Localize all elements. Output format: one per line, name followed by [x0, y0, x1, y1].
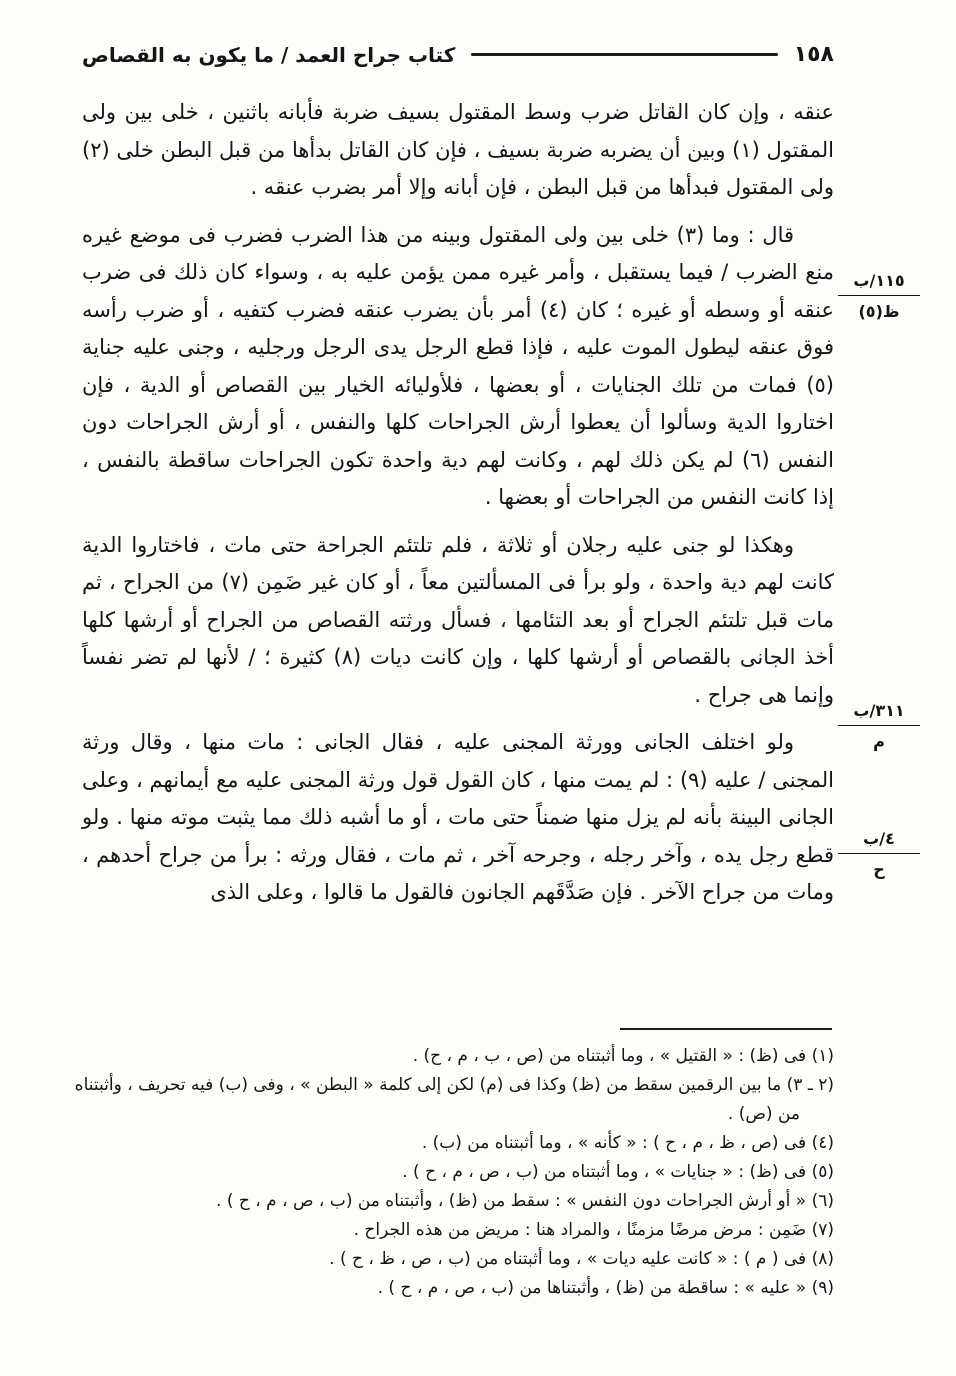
footnote: (٥) فى (ظ) : « جنايات » ، وما أثبتناه من (ب ، ص ، م ، ح ) .: [402, 1162, 834, 1182]
manuscript-siglum: ح: [873, 860, 885, 879]
margin-note-folio: [838, 698, 920, 754]
chapter-title: كتاب جراح العمد / ما يكون به القصاص: [82, 42, 456, 67]
paragraph: عنقه ، وإن كان القاتل ضرب وسط المقتول بسيف ضربة فأبانه باثنين ، خلى بين ولى المقتول (١) وبين أن يضربه ضربة بسيف ، فإن كان القاتل بدأها من قبل البطن خلى (٢) ولى المقتول فبدأها من قبل البطن ، فإن أبانه وإلا أمر بضرب عنقه .: [82, 100, 834, 199]
paragraph: ولو اختلف الجانى وورثة المجنى عليه ، فقال الجانى : مات منها ، وقال ورثة المجنى / عليه (٩) : لم يمت منها ، كان القول قول ورثة المجنى عليه مع أيمانهم ، وعلى الجانى البينة بأنه لم يزل منها ضمناً حتى مات ، أو ما أشبه ذلك مما يثبت موته منها . ولو قطع رجل يده ، وآخر رجله ، وجرحه آخر ، ثم مات ، فقال ورثه : برأ من جراح أحدهم ، ومات من جراح الآخر . فإن صَدَّقَهم الجانون فالقول ما قالوا ، وعلى الذى: [82, 730, 834, 904]
footnote: (١) فى (ظ) : « القتيل » ، وما أثبتناه من (ص ، ب ، م ، ح) .: [412, 1046, 834, 1066]
margin-note-folio: [838, 268, 920, 324]
footnotes: [58, 1042, 834, 1303]
folio-number: ٤/ب: [838, 826, 920, 854]
manuscript-siglum: ظ(٥): [858, 302, 900, 321]
footnote: (٦) « أو أرش الجراحات دون النفس » : سقط من (ظ) ، وأثبتناه من (ب ، ص ، م ، ح ) .: [216, 1191, 834, 1211]
footnote: (٢ ـ ٣) ما بين الرقمين سقط من (ظ) وكذا فى (م) لكن إلى كلمة « البطن » ، وفى (ب) فيه تحريف ، وأثبتناه من (ص) .: [74, 1075, 834, 1124]
paragraph: قال : وما (٣) خلى بين ولى المقتول وبينه من هذا الضرب فضرب فى موضع غيره منع الضرب / فيما يستقبل ، وأمر غيره ممن يؤمن عليه به ، وسواء كان ذلك فى ضرب عنقه أو وسطه أو غيره ؛ كان (٤) أمر بأن يضرب عنقه فضرب كتفيه ، أو ضرب رأسه فوق عنقه ليطول الموت عليه ، فإذا قطع الرجل يدى الرجل ورجليه ، وجنى عليه جناية (٥) فمات من تلك الجنايات ، أو بعضها ، فلأوليائه الخيار بين القصاص أو الدية ، فإن اختاروا الدية وسألوا أن يعطوا أرش الجراحات كلها والنفس ، أو أرش الجراحات دون النفس (٦) لم يكن ذلك لهم ، وكانت لهم دية واحدة تكون الجراحات ساقطة بالنفس ، إذا كانت النفس من الجراحات أو بعضها .: [82, 222, 834, 509]
header-rule: [471, 53, 777, 56]
footnote: (٤) فى (ص ، ظ ، م ، ح ) : « كأنه » ، وما أثبتناه من (ب) .: [421, 1133, 834, 1153]
page-number: ١٥٨: [793, 42, 834, 67]
footnote: (٨) فى ( م ) : « كانت عليه ديات » ، وما أثبتناه من (ب ، ص ، ظ ، ح ) .: [329, 1249, 834, 1269]
manuscript-siglum: م: [873, 732, 885, 751]
paragraph: وهكذا لو جنى عليه رجلان أو ثلاثة ، فلم تلتئم الجراحة حتى مات ، فاختاروا الدية كانت لهم دية واحدة ، ولو برأ فى المسألتين معاً ، أو كان غير ضَمِن (٧) من الجراح ، ثم مات قبل تلتئم الجراح أو بعد التئامها ، فسأل ورثته القصاص من الجراح أو أرشها كلها أخذ الجانى بالقصاص أو أرشها كلها ، وإن كانت ديات (٨) كثيرة ؛ / لأنها لم تضر نفساً وإنما هى جراح .: [82, 532, 835, 707]
folio-number: ١١٥/ب: [838, 268, 920, 296]
footnote: (٩) « عليه » : ساقطة من (ظ) ، وأثبتناها من (ب ، ص ، م ، ح ) .: [377, 1278, 834, 1298]
body-text: [82, 94, 834, 922]
footnote: (٧) ضَمِن : مرض مرضًا مزمنًا ، والمراد هنا : مريض من هذه الجراح .: [353, 1220, 834, 1240]
page-header: [82, 42, 834, 67]
margin-note-folio: [838, 826, 920, 882]
folio-number: ٣١١/ب: [838, 698, 920, 726]
footnote-separator: [620, 1028, 832, 1030]
